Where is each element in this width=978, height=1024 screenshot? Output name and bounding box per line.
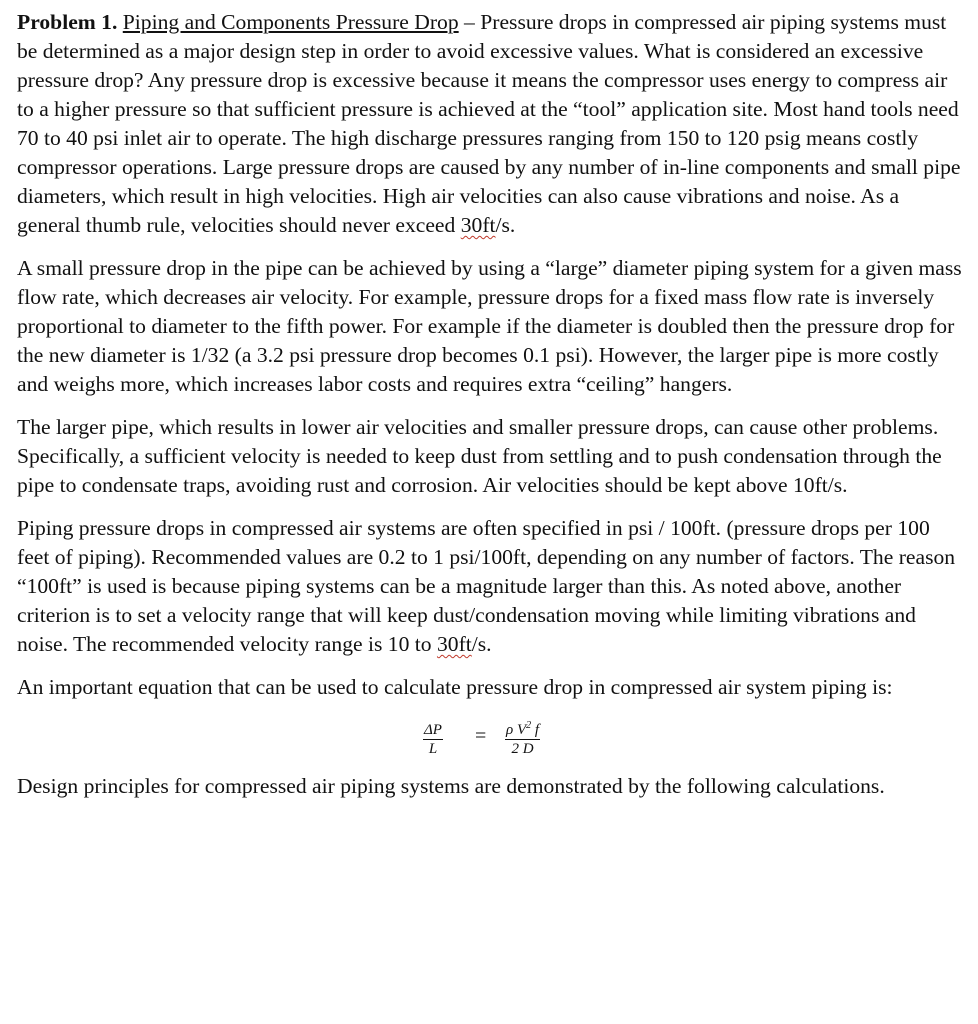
paragraph-1-text: Pressure drops in compressed air piping systems must be determined as a major design step in order to avoid excessive values. What is considered an excessive pressure drop? Any pressure drop is excessive because it means the compressor uses energy to compress air to a higher pressure so that sufficient pressure is achieved at the “tool” application site. Most hand tools need 70 to 40 psi inlet air to operate. The high discharge pressures ranging from 150 to 120 psig means costly compressor operations. Large pressure drops are caused by any number of in-line components and small pipe diameters, which result in high velocities. High air velocities can also cause vibrations and noise. As a general thumb rule, velocities should never exceed (17, 10, 961, 237)
paragraph-problem-intro (17, 8, 967, 240)
paragraph-2: A small pressure drop in the pipe can be achieved by using a “large” diameter piping system for a given mass flow rate, which decreases air velocity. For example, pressure drops for a fixed mass flow rate is inversely proportional to diameter to the fifth power. For example if the diameter is doubled then the pressure drop for the new diameter is 1/32 (a 3.2 psi pressure drop becomes 0.1 psi). However, the larger pipe is more costly and weighs more, which increases labor costs and requires extra “ceiling” hangers. (17, 256, 962, 396)
spellcheck-flag-30ft-1[interactable]: 30ft (460, 213, 496, 237)
problem-title: Piping and Components Pressure Drop (122, 10, 459, 34)
equation-equals-sign: = (475, 725, 487, 747)
equation-rhs-numerator (505, 722, 540, 740)
paragraph-1-tail: /s. (495, 213, 516, 237)
equation-rhs-exponent: 2 (526, 720, 532, 731)
document-body (17, 8, 967, 815)
pressure-drop-equation (17, 716, 967, 762)
equation-lhs-denominator: L (428, 741, 438, 757)
paragraph-4 (17, 514, 967, 659)
equation-lhs-fraction (423, 722, 443, 757)
paragraph-4-text: Piping pressure drops in compressed air systems are often specified in psi / 100ft. (pressure drops per 100 feet of piping). Recommended values are 0.2 to 1 psi/100ft, depending on any number of factors. The reason “100ft” is used is because piping systems can be a magnitude larger than this. As noted above, another criterion is to set a velocity range that will keep dust/condensation moving while limiting vibrations and noise. The recommended velocity range is 10 to (17, 516, 956, 656)
paragraph-6: Design principles for compressed air piping systems are demonstrated by the following calculations. (17, 774, 885, 798)
equation-lhs-numerator: ΔP (424, 722, 442, 738)
spellcheck-flag-30ft-2[interactable]: 30ft (436, 632, 472, 656)
paragraph-4-tail: /s. (471, 632, 492, 656)
paragraph-3: The larger pipe, which results in lower air velocities and smaller pressure drops, can cause other problems. Specifically, a sufficient velocity is needed to keep dust from settling and to push condensation through the pipe to condensate traps, avoiding rust and corrosion. Air velocities should be kept above 10ft/s. (17, 415, 942, 497)
title-dash: – (458, 10, 481, 34)
equation-rhs-fraction (505, 722, 540, 757)
equation-rhs-numerator-a: ρ V (506, 722, 527, 738)
equation-rhs-denominator: 2 D (511, 741, 534, 757)
equation-rhs-numerator-b: f (531, 722, 540, 738)
problem-label: Problem 1. (17, 10, 118, 34)
paragraph-5: An important equation that can be used to calculate pressure drop in compressed air system piping is: (17, 675, 893, 699)
